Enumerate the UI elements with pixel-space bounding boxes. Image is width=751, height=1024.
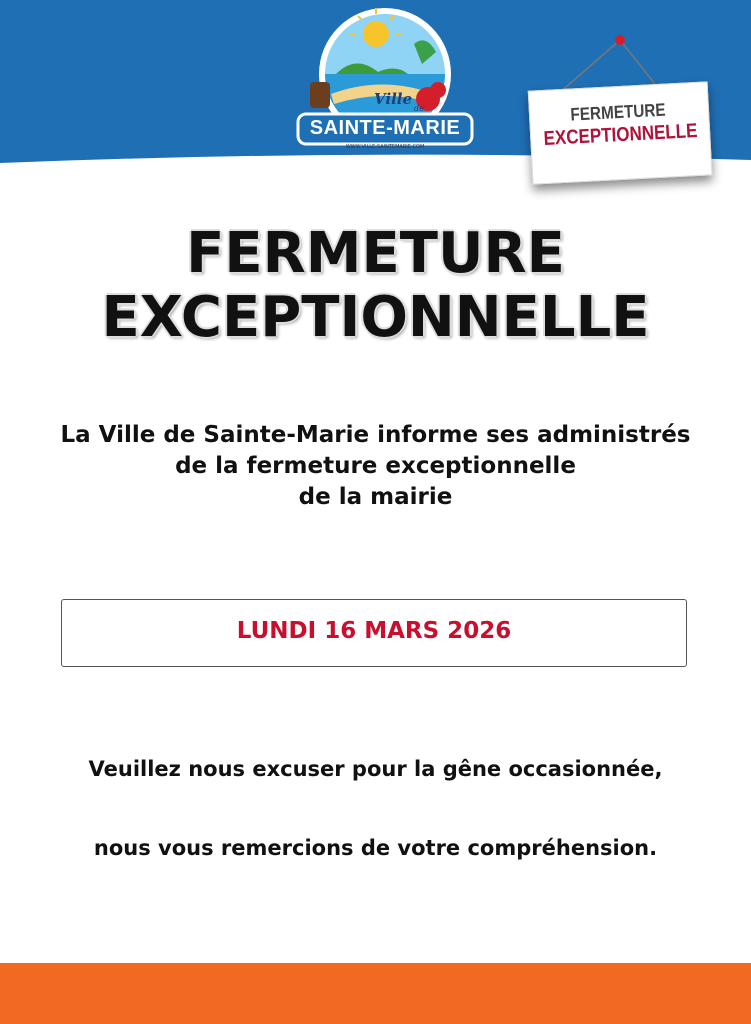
logo-website: WWW.VILLE-SAINTEMARIE.COM [345,144,425,150]
thanks-text: nous vous remercions de votre compréhension. [93,836,658,860]
intro-line-3: de la mairie [298,484,453,510]
page-title [0,222,751,350]
pin-icon [615,35,625,45]
intro-line-1: La Ville de Sainte-Marie informe ses administrés [60,422,691,448]
closure-date: LUNDI 16 MARS 2026 [236,618,512,644]
sign-line-1: FERMETURE [569,99,667,125]
logo-text-ville: Ville [374,90,413,108]
title-line-1: FERMETURE [186,221,565,286]
closure-sign [527,67,713,194]
intro-text [0,420,751,513]
intro-line-2: de la fermeture exceptionnelle [175,453,576,479]
title-line-2: EXCEPTIONNELLE [101,285,650,350]
footer-bar [0,963,751,1024]
logo-text-sainte-marie: SAINTE-MARIE [309,117,461,139]
date-box [61,599,687,667]
logo-text-de: de [414,104,424,113]
sign-line-2: EXCEPTIONNELLE [543,119,698,150]
city-logo [296,4,474,154]
apology-text: Veuillez nous excuser pour la gêne occasionnée, [88,757,663,781]
